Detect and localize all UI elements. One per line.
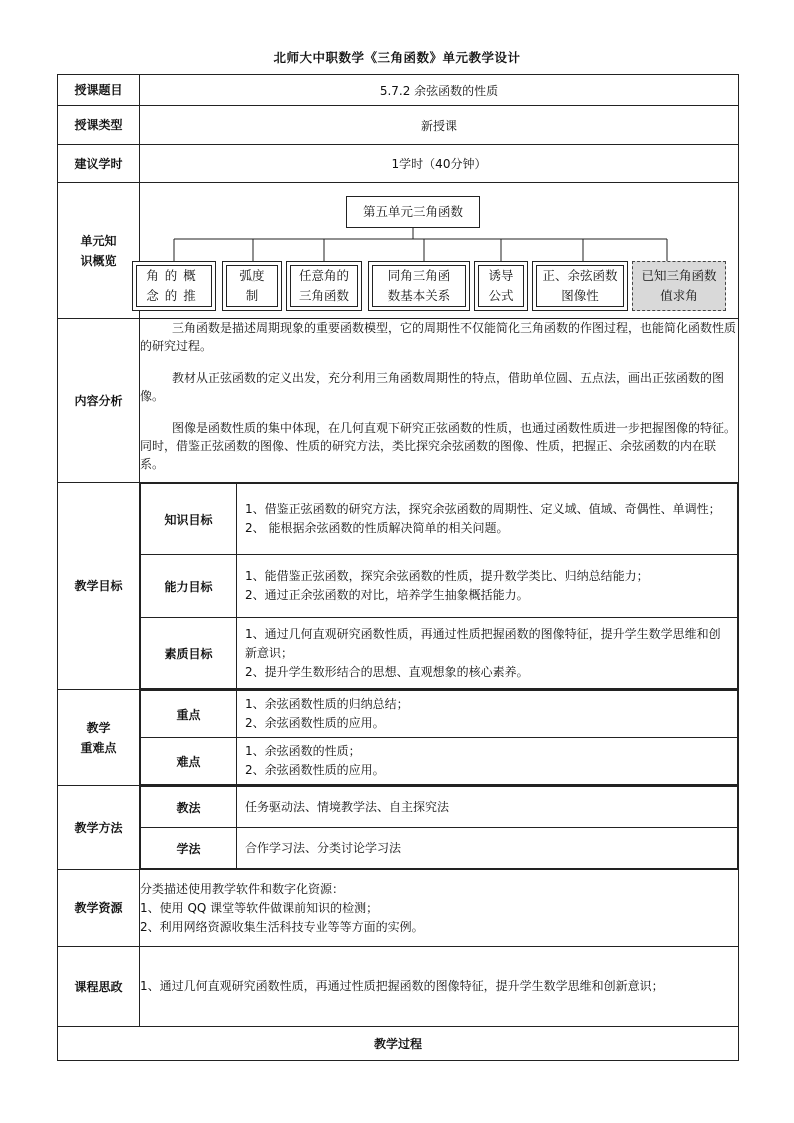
row-goals <box>58 483 739 690</box>
keypoint-difficulty-text: 1、余弦函数的性质； 2、余弦函数性质的应用。 <box>237 738 738 785</box>
goal-quality-label: 素质目标 <box>141 618 237 689</box>
row-keypoints <box>58 690 739 786</box>
goal-ability-label: 能力目标 <box>141 555 237 618</box>
type-value: 新授课 <box>140 106 739 145</box>
goal-knowledge-text: 1、借鉴正弦函数的研究方法，探究余弦函数的周期性、定义域、值域、奇偶性、单调性； 2、 能根据余弦函数的性质解决简单的相关问题。 <box>237 484 738 555</box>
analysis-paragraph: 图像是函数性质的集中体现，在几何直观下研究正弦函数的性质，也通过函数性质进一步把握图像的特征。同时，借鉴正弦函数的图像、性质的研究方法，类比探究余弦函数的图像、性质，把握正、余弦函数的内在联系。 <box>140 421 737 471</box>
resources-content: 分类描述使用教学软件和数字化资源： 1、使用 QQ 课堂等软件做课前知识的检测； 2、利用网络资源收集生活科技专业等等方面的实例。 <box>140 870 739 947</box>
goals-label: 教学目标 <box>58 483 140 690</box>
overview-label: 单元知识概览 <box>58 183 140 319</box>
overview-cell <box>140 183 739 319</box>
type-label: 授课类型 <box>58 106 140 145</box>
keypoints-label: 教学 重难点 <box>58 690 140 786</box>
method-learning-label: 学法 <box>141 828 237 869</box>
row-methods <box>58 786 739 870</box>
tree-root-node: 第五单元三角函数 <box>346 196 480 228</box>
analysis-paragraph: 教材从正弦函数的定义出发，充分利用三角函数周期性的特点，借助单位圆、五点法，画出正弦函数的图像。 <box>140 371 725 403</box>
row-topic <box>58 75 739 106</box>
keypoint-focus-text: 1、余弦函数性质的归纳总结； 2、余弦函数性质的应用。 <box>237 691 738 738</box>
method-teaching-label: 教法 <box>141 787 237 828</box>
hours-value: 1学时（40分钟） <box>140 145 739 183</box>
lesson-plan-table <box>57 74 739 1061</box>
topic-value: 5.7.2 余弦函数的性质 <box>140 75 739 106</box>
document-title: 北师大中职数学《三角函数》单元教学设计 <box>273 50 521 65</box>
topic-label: 授课题目 <box>58 75 140 106</box>
knowledge-tree-diagram <box>140 187 738 315</box>
row-ideology <box>58 947 739 1027</box>
methods-label: 教学方法 <box>58 786 140 870</box>
method-learning-text: 合作学习法、分类讨论学习法 <box>237 828 738 869</box>
method-teaching-text: 任务驱动法、情境教学法、自主探究法 <box>237 787 738 828</box>
keypoint-focus-label: 重点 <box>141 691 237 738</box>
tree-node-induction-formula: 诱导公式 <box>474 261 528 311</box>
row-process <box>58 1027 739 1061</box>
row-type <box>58 106 739 145</box>
process-heading: 教学过程 <box>58 1027 739 1061</box>
keypoint-difficulty-label: 难点 <box>141 738 237 785</box>
goal-knowledge-label: 知识目标 <box>141 484 237 555</box>
tree-node-sin-cos-graph: 正、余弦函数图像性 <box>532 261 628 311</box>
methods-table <box>140 786 738 869</box>
tree-node-find-angle: 已知三角函数值求角 <box>632 261 726 311</box>
tree-node-arbitrary-angle: 任意角的三角函数 <box>286 261 362 311</box>
analysis-paragraph: 三角函数是描述周期现象的重要函数模型，它的周期性不仅能简化三角函数的作图过程，也能简化函数性质的研究过程。 <box>140 321 737 353</box>
tree-node-radian: 弧度制 <box>222 261 282 311</box>
analysis-label: 内容分析 <box>58 319 140 483</box>
ideology-content: 1、通过几何直观研究函数性质，再通过性质把握函数的图像特征，提升学生数学思维和创新意识； <box>140 947 739 1027</box>
row-resources <box>58 870 739 947</box>
resources-label: 教学资源 <box>58 870 140 947</box>
ideology-label: 课程思政 <box>58 947 140 1027</box>
tree-node-angle-concept: 角的概念的推 <box>132 261 216 311</box>
row-overview <box>58 183 739 319</box>
goal-quality-text: 1、通过几何直观研究函数性质，再通过性质把握函数的图像特征，提升学生数学思维和创新意识； 2、提升学生数形结合的思想、直观想象的核心素养。 <box>237 618 738 689</box>
goal-ability-text: 1、能借鉴正弦函数，探究余弦函数的性质，提升数学类比、归纳总结能力； 2、通过正余弦函数的对比，培养学生抽象概括能力。 <box>237 555 738 618</box>
analysis-content <box>140 319 739 483</box>
hours-label: 建议学时 <box>58 145 140 183</box>
row-hours <box>58 145 739 183</box>
tree-node-same-angle: 同角三角函数基本关系 <box>368 261 470 311</box>
keypoints-table <box>140 690 738 785</box>
goals-table <box>140 483 738 689</box>
row-analysis <box>58 319 739 483</box>
